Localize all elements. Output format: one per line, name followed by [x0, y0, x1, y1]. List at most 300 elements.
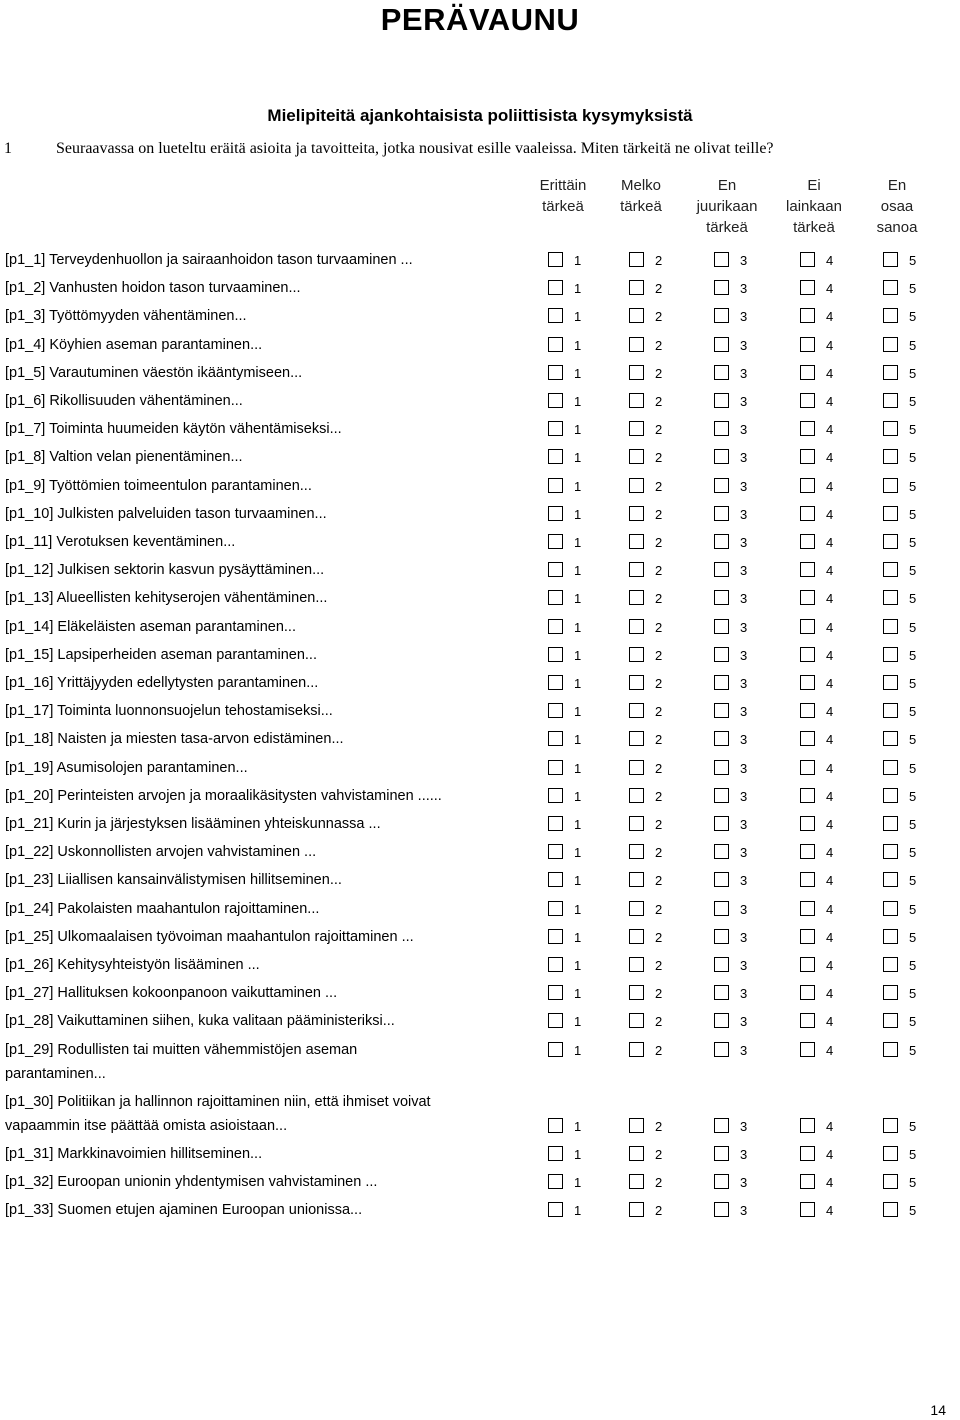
- option-number: 1: [574, 253, 582, 268]
- checkbox[interactable]: [629, 590, 644, 605]
- option-number: 2: [655, 958, 663, 973]
- option-number: 1: [574, 873, 582, 889]
- checkbox[interactable]: [714, 534, 729, 549]
- checkbox[interactable]: [883, 562, 898, 577]
- checkbox[interactable]: [714, 619, 729, 634]
- checkbox[interactable]: [883, 1174, 898, 1189]
- column-header-line: En: [887, 177, 907, 194]
- checkbox[interactable]: [629, 929, 644, 944]
- checkbox[interactable]: [548, 816, 563, 831]
- checkbox[interactable]: [548, 252, 563, 267]
- item-label: [5, 953, 260, 977]
- item-label: [5, 868, 342, 892]
- column-header-2: [596, 175, 686, 217]
- option-number: 5: [909, 506, 917, 522]
- leader-dots: ...: [93, 1065, 106, 1082]
- checkbox[interactable]: [714, 760, 729, 775]
- option-number: 2: [655, 817, 663, 832]
- item-label-text: [p1_8] Valtion velan pienentäminen: [5, 449, 231, 466]
- checkbox[interactable]: [548, 731, 563, 746]
- column-header-line: Erittäin: [539, 177, 587, 194]
- survey-item: [0, 925, 960, 949]
- survey-item: [0, 333, 960, 357]
- checkbox[interactable]: [883, 703, 898, 718]
- survey-item: [0, 812, 960, 836]
- leader-dots: ...: [307, 900, 320, 917]
- checkbox[interactable]: [629, 506, 644, 521]
- option-number: 5: [909, 986, 917, 1002]
- checkbox[interactable]: [883, 1042, 898, 1057]
- item-label-text: [p1_11] Verotuksen keventäminen: [5, 534, 224, 550]
- checkbox[interactable]: [629, 562, 644, 577]
- item-label: [5, 389, 243, 413]
- option-number: 2: [655, 563, 663, 579]
- checkbox[interactable]: [629, 872, 644, 887]
- leader-dots: ...: [299, 477, 312, 494]
- survey-item: [0, 558, 960, 582]
- checkbox[interactable]: [714, 1146, 729, 1161]
- checkbox[interactable]: [800, 506, 815, 521]
- checkbox[interactable]: [883, 901, 898, 916]
- option-number: 4: [826, 704, 834, 720]
- option-number: 2: [655, 647, 663, 663]
- option-number: 5: [909, 1174, 917, 1190]
- checkbox[interactable]: [883, 308, 898, 323]
- checkbox[interactable]: [800, 703, 815, 718]
- checkbox[interactable]: [629, 816, 644, 831]
- column-header-4: [769, 175, 859, 238]
- checkbox[interactable]: [548, 619, 563, 634]
- checkbox[interactable]: [714, 929, 729, 944]
- checkbox[interactable]: [800, 901, 815, 916]
- item-label: [5, 840, 316, 864]
- item-label: [5, 1198, 362, 1222]
- option-number: 4: [826, 1014, 834, 1030]
- checkbox[interactable]: [548, 1146, 563, 1161]
- checkbox[interactable]: [800, 675, 815, 690]
- checkbox[interactable]: [800, 985, 815, 1000]
- leader-dots: ...: [361, 1173, 378, 1190]
- checkbox[interactable]: [629, 1146, 644, 1161]
- option-number: 3: [740, 253, 748, 268]
- item-label-text: [p1_28] Vaikuttaminen siihen, kuka valitaan pääministeriksi: [5, 1013, 383, 1030]
- option-number: 2: [655, 986, 663, 1002]
- checkbox[interactable]: [714, 478, 729, 493]
- checkbox[interactable]: [883, 590, 898, 605]
- checkbox[interactable]: [548, 449, 563, 464]
- checkbox[interactable]: [548, 421, 563, 436]
- checkbox[interactable]: [800, 1174, 815, 1189]
- checkbox[interactable]: [548, 901, 563, 916]
- checkbox[interactable]: [714, 957, 729, 972]
- leader-dots: ...: [230, 393, 243, 409]
- checkbox[interactable]: [548, 534, 563, 549]
- option-number: 1: [574, 478, 582, 494]
- option-number: 5: [909, 788, 917, 804]
- checkbox[interactable]: [800, 619, 815, 634]
- option-number: 4: [826, 309, 834, 325]
- option-number: 1: [574, 676, 582, 691]
- survey-item: [0, 897, 960, 921]
- checkbox[interactable]: [629, 308, 644, 323]
- option-number: 3: [740, 535, 748, 550]
- option-number: 3: [740, 704, 748, 720]
- option-number: 5: [909, 337, 917, 353]
- option-number: 4: [826, 958, 834, 973]
- checkbox[interactable]: [800, 421, 815, 436]
- option-number: 2: [655, 845, 663, 861]
- checkbox[interactable]: [714, 393, 729, 408]
- checkbox[interactable]: [883, 760, 898, 775]
- checkbox[interactable]: [548, 1174, 563, 1189]
- checkbox[interactable]: [629, 619, 644, 634]
- checkbox[interactable]: [714, 731, 729, 746]
- checkbox[interactable]: [883, 619, 898, 634]
- checkbox[interactable]: [800, 1013, 815, 1028]
- checkbox[interactable]: [548, 393, 563, 408]
- checkbox[interactable]: [714, 844, 729, 859]
- option-number: 4: [826, 788, 834, 804]
- checkbox[interactable]: [629, 1118, 644, 1133]
- checkbox[interactable]: [714, 562, 729, 577]
- option-number: 2: [655, 422, 663, 438]
- checkbox[interactable]: [548, 590, 563, 605]
- checkbox[interactable]: [883, 1146, 898, 1161]
- option-number: 3: [740, 873, 748, 889]
- checkbox[interactable]: [883, 421, 898, 436]
- item-label: [5, 361, 302, 385]
- checkbox[interactable]: [800, 872, 815, 887]
- checkbox[interactable]: [883, 957, 898, 972]
- checkbox[interactable]: [800, 590, 815, 605]
- option-number: 5: [909, 563, 917, 579]
- checkbox[interactable]: [629, 421, 644, 436]
- option-number: 1: [574, 337, 582, 353]
- checkbox[interactable]: [548, 337, 563, 352]
- option-number: 4: [826, 1146, 834, 1162]
- checkbox[interactable]: [629, 675, 644, 690]
- checkbox[interactable]: [883, 280, 898, 295]
- checkbox[interactable]: [548, 280, 563, 295]
- checkbox[interactable]: [548, 675, 563, 690]
- checkbox[interactable]: [714, 816, 729, 831]
- item-label-text: [p1_7] Toiminta huumeiden käytön vähentämiseksi: [5, 421, 330, 438]
- checkbox[interactable]: [548, 1202, 563, 1217]
- checkbox[interactable]: [629, 337, 644, 352]
- checkbox[interactable]: [800, 1042, 815, 1057]
- checkbox[interactable]: [714, 788, 729, 803]
- option-number: 1: [574, 281, 582, 297]
- checkbox[interactable]: [629, 365, 644, 380]
- checkbox[interactable]: [800, 731, 815, 746]
- option-number: 3: [740, 619, 748, 635]
- item-label: [5, 981, 337, 1005]
- option-number: 1: [574, 760, 582, 776]
- checkbox[interactable]: [629, 647, 644, 662]
- option-number: 1: [574, 901, 582, 917]
- checkbox[interactable]: [714, 252, 729, 267]
- checkbox[interactable]: [800, 308, 815, 323]
- checkbox[interactable]: [800, 1146, 815, 1161]
- checkbox[interactable]: [714, 1013, 729, 1028]
- option-number: 3: [740, 365, 748, 381]
- checkbox[interactable]: [714, 337, 729, 352]
- item-label-text: [p1_22] Uskonnollisten arvojen vahvistaminen: [5, 844, 301, 861]
- checkbox[interactable]: [883, 252, 898, 267]
- checkbox[interactable]: [800, 647, 815, 662]
- item-label: [5, 1142, 262, 1166]
- item-label: [5, 417, 342, 441]
- option-number: 4: [826, 817, 834, 832]
- checkbox[interactable]: [883, 929, 898, 944]
- leader-dots: ...: [396, 252, 413, 268]
- checkbox[interactable]: [629, 280, 644, 295]
- checkbox[interactable]: [800, 478, 815, 493]
- checkbox[interactable]: [629, 760, 644, 775]
- option-number: 1: [574, 732, 582, 748]
- option-number: 2: [655, 450, 663, 466]
- option-number: 2: [655, 619, 663, 635]
- leader-dots: ...: [320, 703, 333, 720]
- option-number: 2: [655, 929, 663, 945]
- item-label-text: [p1_12] Julkisen sektorin kasvun pysäyttäminen: [5, 562, 313, 579]
- checkbox[interactable]: [548, 1118, 563, 1133]
- leader-dots: ...: [275, 1117, 288, 1134]
- checkbox[interactable]: [883, 534, 898, 549]
- checkbox[interactable]: [548, 478, 563, 493]
- checkbox[interactable]: [548, 1042, 563, 1057]
- checkbox[interactable]: [714, 901, 729, 916]
- option-number: 3: [740, 958, 748, 973]
- checkbox[interactable]: [800, 280, 815, 295]
- leader-dots: ...: [250, 336, 263, 353]
- checkbox[interactable]: [800, 534, 815, 549]
- item-label-text: [p1_15] Lapsiperheiden aseman parantaminen: [5, 646, 305, 663]
- checkbox[interactable]: [629, 1042, 644, 1057]
- checkbox[interactable]: [883, 1013, 898, 1028]
- checkbox[interactable]: [629, 449, 644, 464]
- option-number: 2: [655, 676, 663, 691]
- checkbox[interactable]: [629, 957, 644, 972]
- option-number: 3: [740, 1118, 748, 1134]
- checkbox[interactable]: [714, 647, 729, 662]
- checkbox[interactable]: [800, 844, 815, 859]
- item-label-text: [p1_20] Perinteisten arvojen ja moraalikäsitysten vahvistaminen: [5, 787, 414, 804]
- checkbox[interactable]: [883, 1202, 898, 1217]
- checkbox[interactable]: [548, 308, 563, 323]
- checkbox[interactable]: [548, 647, 563, 662]
- checkbox[interactable]: [883, 365, 898, 380]
- checkbox[interactable]: [548, 788, 563, 803]
- checkbox[interactable]: [629, 1174, 644, 1189]
- option-number: 3: [740, 760, 748, 776]
- checkbox[interactable]: [883, 337, 898, 352]
- checkbox[interactable]: [883, 449, 898, 464]
- column-header-line: tärkeä: [793, 219, 835, 236]
- option-number: 2: [655, 337, 663, 353]
- checkbox[interactable]: [714, 506, 729, 521]
- checkbox[interactable]: [800, 816, 815, 831]
- option-number: 5: [909, 619, 917, 635]
- checkbox[interactable]: [714, 985, 729, 1000]
- column-header-line: sanoa: [876, 219, 918, 236]
- leader-dots: ...: [235, 759, 248, 776]
- checkbox[interactable]: [714, 421, 729, 436]
- checkbox[interactable]: [883, 872, 898, 887]
- option-number: 4: [826, 619, 834, 635]
- checkbox[interactable]: [883, 1118, 898, 1133]
- item-label: [5, 615, 296, 639]
- checkbox[interactable]: [548, 872, 563, 887]
- checkbox[interactable]: [629, 985, 644, 1000]
- checkbox[interactable]: [629, 788, 644, 803]
- option-number: 5: [909, 760, 917, 776]
- checkbox[interactable]: [800, 957, 815, 972]
- option-number: 4: [826, 845, 834, 861]
- checkbox[interactable]: [714, 590, 729, 605]
- column-header-line: tärkeä: [542, 198, 584, 215]
- item-label-text: [p1_6] Rikollisuuden vähentäminen: [5, 393, 231, 409]
- checkbox[interactable]: [883, 675, 898, 690]
- checkbox[interactable]: [714, 703, 729, 718]
- option-number: 5: [909, 817, 917, 832]
- checkbox[interactable]: [883, 647, 898, 662]
- item-label: [5, 1090, 431, 1138]
- survey-item: [0, 474, 960, 498]
- item-label: [5, 812, 381, 836]
- item-label-text: [p1_9] Työttömien toimeentulon parantaminen: [5, 477, 300, 494]
- checkbox[interactable]: [548, 929, 563, 944]
- checkbox[interactable]: [548, 844, 563, 859]
- checkbox[interactable]: [548, 760, 563, 775]
- leader-dots: ...: [223, 534, 236, 550]
- item-label-text: [p1_13] Alueellisten kehityserojen vähentäminen: [5, 590, 316, 607]
- checkbox[interactable]: [629, 703, 644, 718]
- checkbox[interactable]: [548, 1013, 563, 1028]
- item-label-text: [p1_5] Varautuminen väestön ikääntymiseen: [5, 364, 291, 381]
- leader-dots: ...: [397, 928, 414, 945]
- option-number: 3: [740, 450, 748, 466]
- survey-item: [0, 784, 960, 808]
- option-number: 5: [909, 591, 917, 607]
- option-number: 4: [826, 591, 834, 607]
- option-number: 1: [574, 1118, 582, 1134]
- checkbox[interactable]: [800, 337, 815, 352]
- checkbox[interactable]: [714, 1042, 729, 1057]
- leader-dots: ...: [382, 1013, 395, 1030]
- item-label-text: [p1_4] Köyhien aseman parantaminen: [5, 336, 251, 353]
- checkbox[interactable]: [883, 816, 898, 831]
- checkbox[interactable]: [629, 1202, 644, 1217]
- option-number: 1: [574, 986, 582, 1002]
- option-number: 4: [826, 535, 834, 550]
- checkbox[interactable]: [714, 449, 729, 464]
- leader-dots: ...: [331, 731, 344, 748]
- checkbox[interactable]: [548, 562, 563, 577]
- checkbox[interactable]: [629, 478, 644, 493]
- leader-dots: ...: [306, 675, 319, 691]
- checkbox[interactable]: [629, 393, 644, 408]
- option-number: 3: [740, 281, 748, 297]
- option-number: 3: [740, 506, 748, 522]
- survey-item: [0, 530, 960, 554]
- leader-dots: ...: [288, 280, 301, 297]
- column-header-line: lainkaan: [786, 198, 842, 215]
- checkbox[interactable]: [800, 1202, 815, 1217]
- checkbox[interactable]: [548, 365, 563, 380]
- checkbox[interactable]: [714, 872, 729, 887]
- checkbox[interactable]: [714, 1202, 729, 1217]
- checkbox[interactable]: [714, 308, 729, 323]
- option-number: 1: [574, 845, 582, 861]
- survey-item: [0, 727, 960, 751]
- checkbox[interactable]: [629, 731, 644, 746]
- option-number: 3: [740, 1014, 748, 1030]
- checkbox[interactable]: [883, 985, 898, 1000]
- leader-dots: ...: [329, 872, 342, 889]
- checkbox[interactable]: [629, 1013, 644, 1028]
- item-label: [5, 925, 414, 949]
- checkbox[interactable]: [883, 844, 898, 859]
- checkbox[interactable]: [800, 929, 815, 944]
- option-number: 3: [740, 422, 748, 438]
- item-label: [5, 727, 344, 751]
- item-label-text-2: parantaminen: [5, 1065, 94, 1082]
- option-number: 2: [655, 732, 663, 748]
- checkbox[interactable]: [714, 365, 729, 380]
- leader-dots: ...: [304, 646, 317, 663]
- checkbox[interactable]: [714, 675, 729, 690]
- checkbox[interactable]: [629, 252, 644, 267]
- item-label: [5, 699, 333, 723]
- checkbox[interactable]: [800, 788, 815, 803]
- checkbox[interactable]: [800, 1118, 815, 1133]
- checkbox[interactable]: [548, 957, 563, 972]
- option-number: 4: [826, 1042, 834, 1058]
- checkbox[interactable]: [800, 760, 815, 775]
- column-header-3: [682, 175, 772, 238]
- leader-dots: ...: [350, 1202, 363, 1218]
- checkbox[interactable]: [800, 365, 815, 380]
- option-number: 4: [826, 1174, 834, 1190]
- checkbox[interactable]: [800, 393, 815, 408]
- checkbox[interactable]: [714, 280, 729, 295]
- leader-dots: ...: [314, 505, 327, 522]
- option-number: 2: [655, 1146, 663, 1162]
- checkbox[interactable]: [714, 1174, 729, 1189]
- checkbox[interactable]: [629, 844, 644, 859]
- checkbox[interactable]: [800, 252, 815, 267]
- checkbox[interactable]: [883, 506, 898, 521]
- checkbox[interactable]: [629, 901, 644, 916]
- checkbox[interactable]: [883, 478, 898, 493]
- item-label: [5, 1038, 357, 1086]
- checkbox[interactable]: [548, 985, 563, 1000]
- checkbox[interactable]: [714, 1118, 729, 1133]
- option-number: 5: [909, 478, 917, 494]
- checkbox[interactable]: [883, 788, 898, 803]
- column-header-line: tärkeä: [706, 219, 748, 236]
- checkbox[interactable]: [800, 449, 815, 464]
- option-number: 2: [655, 365, 663, 381]
- checkbox[interactable]: [629, 534, 644, 549]
- checkbox[interactable]: [883, 393, 898, 408]
- option-number: 4: [826, 647, 834, 663]
- checkbox[interactable]: [883, 731, 898, 746]
- checkbox[interactable]: [548, 506, 563, 521]
- checkbox[interactable]: [800, 562, 815, 577]
- checkbox[interactable]: [548, 703, 563, 718]
